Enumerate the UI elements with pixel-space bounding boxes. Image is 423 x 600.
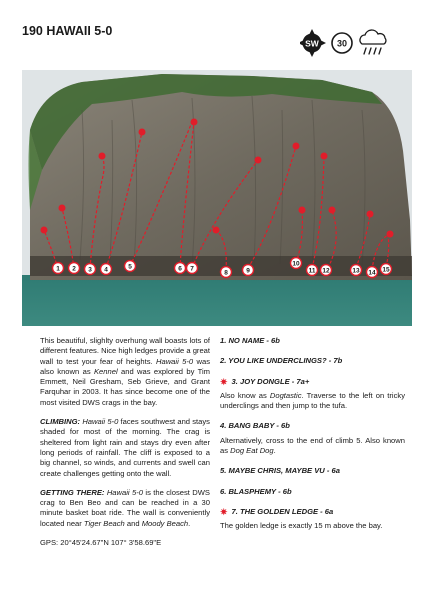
svg-text:12: 12: [322, 267, 330, 275]
route-entry: [220, 336, 405, 346]
route-marker: [351, 265, 362, 276]
route-marker: [85, 264, 96, 275]
route-description: Alternatively, cross to the end of climb 5. Also known as Dog Eat Dog.: [220, 435, 405, 456]
route-marker: [307, 265, 318, 276]
route-marker: [187, 263, 198, 274]
route-marker: [53, 263, 64, 274]
route-entry: [220, 356, 405, 366]
svg-text:7: 7: [190, 265, 194, 273]
crag-description: [40, 336, 210, 548]
svg-text:9: 9: [246, 267, 250, 275]
svg-text:3: 3: [88, 266, 92, 274]
route-marker: [125, 261, 136, 272]
svg-text:4: 4: [104, 266, 108, 274]
page-number: 190: [22, 24, 43, 38]
svg-text:13: 13: [352, 267, 360, 275]
svg-text:1: 1: [56, 265, 60, 273]
sea: [22, 275, 412, 326]
approach-minutes: 30: [336, 38, 348, 49]
route-entry: [220, 421, 405, 456]
rain-cloud-icon: [360, 30, 386, 54]
svg-text:10: 10: [292, 260, 300, 268]
getting-there-heading: GETTING THERE:: [40, 487, 105, 497]
climbing-paragraph: CLIMBING: Hawaii 5-0 faces southwest and stays shaded for most of the morning. The crag is sheltered from light rain and stays dry even after long periods of rainfall. The cliff is exposed to a big channel, so winds, and currents and swell can create challenges getting onto the wall.: [40, 417, 210, 478]
route-marker: [381, 264, 392, 275]
route-description: The golden ledge is exactly 15 m above the bay.: [220, 521, 383, 531]
route-marker: [221, 267, 232, 278]
route-title: 2. YOU LIKE UNDERCLINGS? - 7b: [220, 356, 343, 366]
page-title: HAWAII 5-0: [46, 24, 113, 38]
svg-text:5: 5: [128, 263, 132, 271]
svg-text:8: 8: [224, 269, 228, 277]
gps-coordinates: GPS: 20°45'24.67"N 107° 3'58.69"E: [40, 538, 162, 548]
route-entry: [220, 377, 405, 412]
crag-info-icons: [300, 28, 406, 62]
route-title: 4. BANG BABY - 6b: [220, 421, 290, 431]
route-marker: [321, 265, 332, 276]
svg-text:15: 15: [382, 266, 390, 274]
star-icon: ✷: [220, 506, 228, 517]
svg-text:2: 2: [72, 265, 76, 273]
route-title: ✷ 7. THE GOLDEN LEDGE - 6a: [220, 506, 334, 517]
star-icon: ✷: [220, 376, 228, 387]
route-entry: [220, 507, 405, 532]
route-title: 1. NO NAME - 6b: [220, 336, 280, 345]
route-marker: [101, 264, 112, 275]
route-marker: [367, 267, 378, 278]
route-marker: [291, 258, 302, 269]
svg-text:11: 11: [308, 267, 316, 275]
route-marker: [243, 265, 254, 276]
route-title: 5. MAYBE CHRIS, MAYBE VU - 6a: [220, 466, 340, 476]
svg-text:14: 14: [368, 269, 376, 277]
aspect-label: SW: [305, 38, 319, 49]
route-marker: [175, 263, 186, 274]
page-header: [0, 0, 423, 62]
svg-text:6: 6: [178, 265, 182, 273]
route-marker: [69, 263, 80, 274]
route-entry: [220, 487, 405, 497]
getting-there-paragraph: GETTING THERE: Hawaii 5-0 is the closest DWS crag to Ben Beo and can be reached in a 30 minute basket boat ride. The wall is conveniently located near Tiger Beach and Moody Beach.: [40, 487, 210, 528]
route-description: Also know as Dogtastic. Traverse to the left on tricky underclings and then jump to the tufa.: [220, 390, 405, 411]
route-entry: [220, 466, 405, 476]
compass-icon: [300, 29, 326, 57]
route-title: ✷ 3. JOY DONGLE - 7a+: [220, 376, 310, 387]
route-list: [220, 336, 405, 542]
page-heading: [22, 24, 112, 38]
route-title: 6. BLASPHEMY - 6b: [220, 486, 292, 496]
climbing-heading: CLIMBING:: [40, 417, 81, 427]
crag-photo: [22, 70, 412, 326]
intro-paragraph: This beautiful, slighlty overhung wall boasts lots of different features. Nice high ledges provide a great wall to test your fear of heights. Hawaii 5-0 was also known as Kennel and was explored by Tim Emmett, Neil Gresham, Seb Grieve, and Grant Farquhar in 2003. It has since become one of the most visited DWS crags in the bay.: [40, 336, 210, 407]
approach-time-icon: [332, 33, 352, 53]
